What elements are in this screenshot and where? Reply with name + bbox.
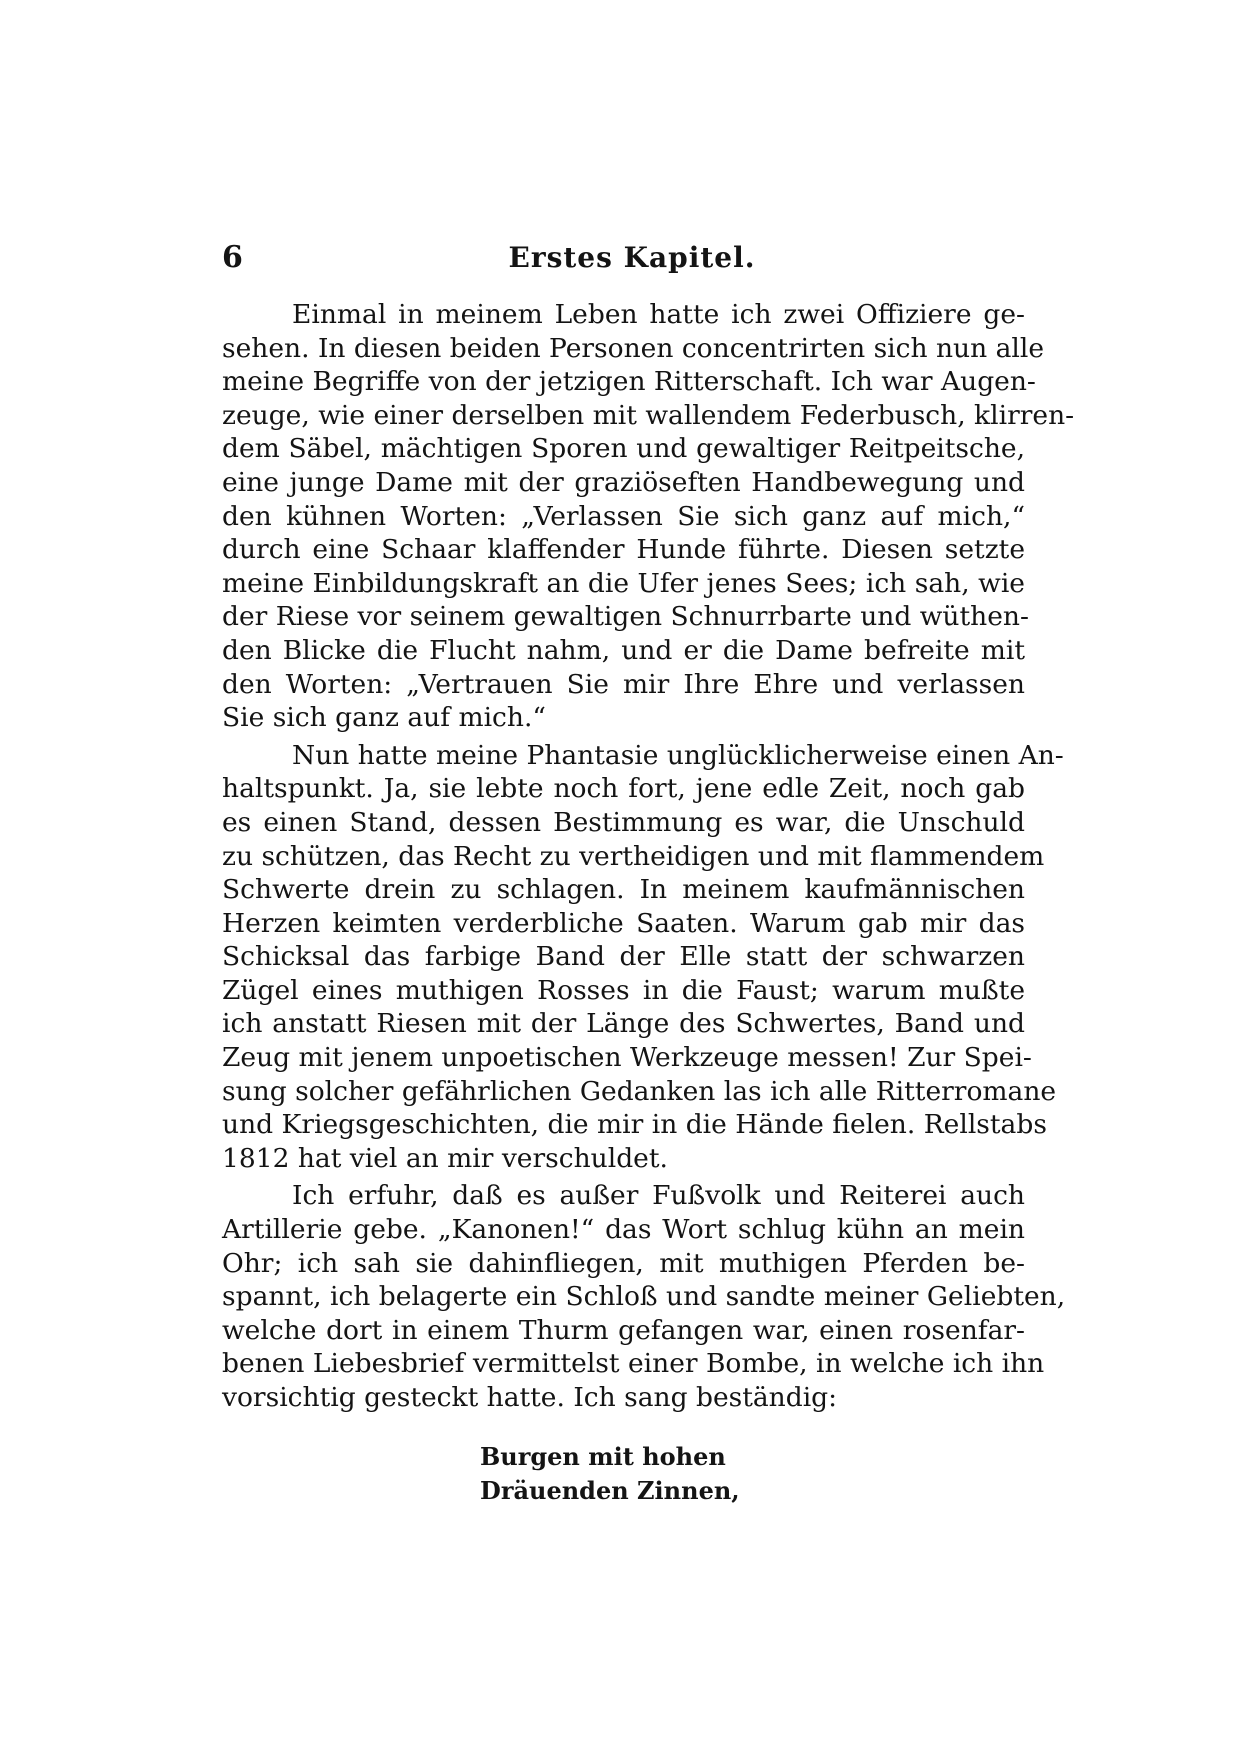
text-line: benen Liebesbrief vermittelst einer Bombe, in welche ich ihn	[222, 1348, 1045, 1380]
text-line: Zügel eines muthigen Rosses in die Faust; warum mußte	[222, 974, 1025, 1006]
text-line: haltspunkt. Ja, sie lebte noch fort, jene edle Zeit, noch gab	[222, 773, 1025, 805]
verse-line: Burgen mit hohen	[480, 1442, 726, 1471]
text-line: es einen Stand, dessen Bestimmung es war, die Unschuld	[222, 806, 1025, 838]
text-line: Schwerte drein zu schlagen. In meinem kaufmännischen	[222, 874, 1025, 906]
verse-quote	[480, 1440, 800, 1508]
text-line: welche dort in einem Thurm gefangen war, einen rosenfar-	[222, 1314, 1025, 1346]
text-line: und Kriegsgeschichten, die mir in die Hände fielen. Rellstabs	[222, 1109, 1047, 1141]
text-line: zeuge, wie einer derselben mit wallendem Federbusch, klirren-	[222, 399, 1075, 431]
text-line: ich anstatt Riesen mit der Länge des Schwertes, Band und	[222, 1008, 1025, 1040]
text-line: Herzen keimten verderbliche Saaten. Warum gab mir das	[222, 907, 1025, 939]
text-line: dem Säbel, mächtigen Sporen und gewaltiger Reitpeitsche,	[222, 433, 1025, 465]
text-line: Nun hatte meine Phantasie unglücklicherweise einen An-	[292, 739, 1064, 771]
verse-line: Dräuenden Zinnen,	[480, 1476, 740, 1505]
text-line: Sie sich ganz auf mich.“	[222, 702, 546, 734]
text-line: 1812 hat viel an mir verschuldet.	[222, 1142, 668, 1174]
text-line: den Blicke die Flucht nahm, und er die Dame befreite mit	[222, 634, 1025, 666]
text-line: Schicksal das farbige Band der Elle statt der schwarzen	[222, 941, 1025, 973]
paragraph-3	[222, 1179, 1066, 1414]
text-line: zu schützen, das Recht zu vertheidigen und mit flammendem	[222, 840, 1045, 872]
paragraph-1	[222, 298, 1075, 735]
text-line: den Worten: „Vertrauen Sie mir Ihre Ehre und verlassen	[222, 668, 1025, 700]
text-line: Ohr; ich sah sie dahinfliegen, mit muthigen Pferden be-	[222, 1247, 1025, 1279]
text-line: Artillerie gebe. „Kanonen!“ das Wort schlug kühn an mein	[222, 1214, 1025, 1246]
running-head	[222, 238, 1022, 278]
text-line: sehen. In diesen beiden Personen concentrirten sich nun alle	[222, 332, 1045, 364]
paragraph-2	[222, 739, 1064, 1176]
text-line: sung solcher gefährlichen Gedanken las ich alle Ritterromane	[222, 1075, 1057, 1107]
chapter-title: Erstes Kapitel.	[508, 241, 756, 274]
text-line: Zeug mit jenem unpoetischen Werkzeuge messen! Zur Spei-	[222, 1042, 1032, 1074]
body-text	[222, 298, 1075, 1415]
text-line: meine Einbildungskraft an die Ufer jenes Sees; ich sah, wie	[222, 567, 1025, 599]
text-line: durch eine Schaar klaffender Hunde führte. Diesen setzte	[222, 534, 1025, 566]
text-line: der Riese vor seinem gewaltigen Schnurrbarte und wüthen-	[222, 601, 1029, 633]
text-line: Einmal in meinem Leben hatte ich zwei Offiziere ge-	[292, 299, 1025, 330]
text-line: eine junge Dame mit der graziöseften Handbewegung und	[222, 466, 1025, 498]
text-line: spannt, ich belagerte ein Schloß und sandte meiner Geliebten,	[222, 1281, 1066, 1313]
text-line: vorsichtig gesteckt hatte. Ich sang beständig:	[222, 1382, 838, 1413]
text-line: den kühnen Worten: „Verlassen Sie sich ganz auf mich,“	[222, 500, 1025, 532]
text-line: meine Begriffe von der jetzigen Ritterschaft. Ich war Augen-	[222, 366, 1036, 398]
page-number: 6	[222, 240, 243, 275]
text-line: Ich erfuhr, daß es außer Fußvolk und Reiterei auch	[292, 1180, 1025, 1212]
